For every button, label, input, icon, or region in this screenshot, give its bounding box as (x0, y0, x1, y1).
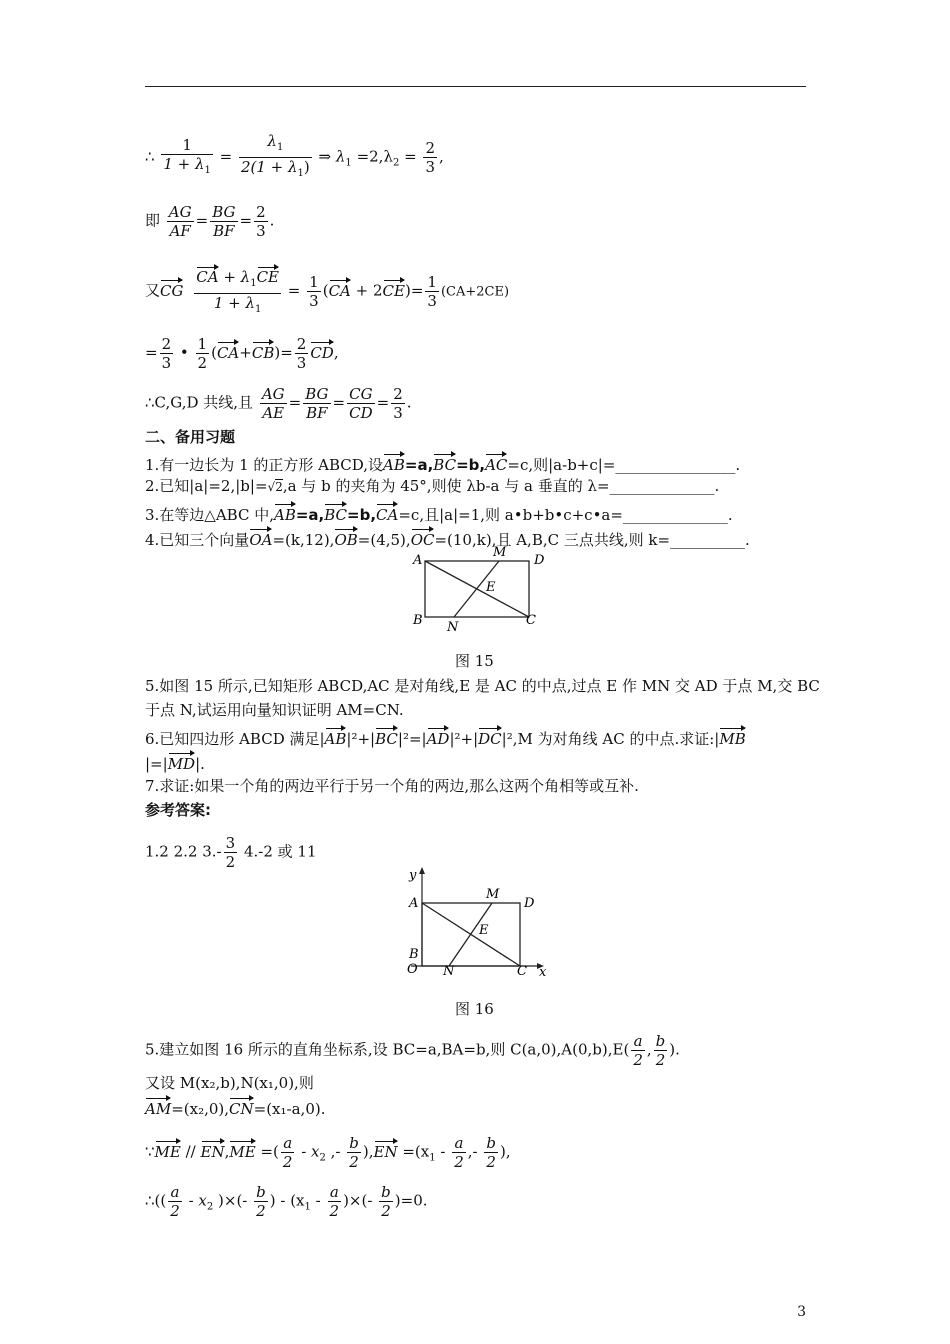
answers-heading: 参考答案: (145, 801, 211, 819)
fraction: $\frac{3}{2}$ (225, 834, 236, 871)
label-C: C (517, 964, 527, 979)
fraction: $\frac{1}{2}$ (197, 335, 208, 372)
question-3: 3.在等边△ABC 中,AB=a,BC=b,CA=c,且|a|=1,则 a•b+b•c+c•a=______________. (145, 501, 733, 525)
fraction: $\frac{2}{3}$ (296, 335, 307, 372)
fraction: $\frac{a}{2}$ (170, 1183, 180, 1220)
solution-line-4: ∵ME // EN,ME =( $\frac{a}{2}$ - $x_2$ ,- $\frac{b}{2}$ )$,EN =(x_1$ - $\frac{a}{2}$ ,- $\frac{b}{2}$ ), (145, 1134, 511, 1171)
vector-CG: CG (160, 277, 183, 301)
figure-15-rectangle (405, 545, 545, 635)
question-2: 2.已知|a|=2,|b|=√2,a 与 b 的夹角为 45°,则使 λb-a 与 a 垂直的 λ=______________. (145, 477, 720, 495)
label-E: E (486, 580, 496, 595)
fraction: $\frac{a}{2}$ (282, 1134, 293, 1171)
figure-15-caption: 图 15 (455, 652, 494, 670)
label-A: A (413, 553, 423, 568)
label-E: E (479, 923, 489, 938)
fraction: $\frac{AG}{AF}$ (168, 203, 192, 240)
label-y: y (409, 868, 417, 883)
equation-line-5: ∴C,G,D 共线,且 $\frac{AG}{AE}$ = $\frac{BG}{BF}$ = $\frac{CG}{CD}$ = $\frac{2}{3}$ . (145, 385, 412, 422)
label-M: M (493, 545, 507, 560)
section-heading: 二、备用习题 (145, 428, 236, 446)
solution-line-5: ∴(( $\frac{a}{2}$ - $x_2$ )×(- $\frac{b}{2}$ ) - ($x_1$ - $\frac{a}{2}$ )×(- $\frac{b}{2}$ )=0. (145, 1183, 428, 1220)
fraction: $\frac{CG}{CD}$ (349, 385, 373, 422)
label-N: N (447, 620, 459, 635)
fraction: $\frac{b}{2}$ (486, 1134, 496, 1171)
fraction: $\frac{1}{3}$ (427, 273, 437, 310)
label-B: B (413, 613, 423, 628)
fraction: $\frac{b}{2}$ (381, 1183, 391, 1220)
question-5-line-1: 5.如图 15 所示,已知矩形 ABCD,AC 是对角线,E 是 AC 的中点,过点 E 作 MN 交 AD 于点 M,交 BC (145, 677, 820, 695)
label-C: C (526, 613, 536, 628)
answers-line: 1.2 2.2 3.- $\frac{3}{2}$ 4.-2 或 11 (145, 834, 317, 871)
question-6-line-2: |=|MD|. (145, 750, 205, 774)
equation-line-4: = $\frac{2}{3}$ • $\frac{1}{2}$ (CA+CB)= $\frac{2}{3}$ CD, (145, 335, 339, 372)
equation-line-3: 又CG $\frac{CA + \lambda_1CE}{1 + \lambda_1}$ = $\frac{1}{3}$ (CA + 2CE)= $\frac{1}{3}$ (CA+2CE) (145, 264, 509, 319)
solution-line-3: AM=(x₂,0),CN=(x₁-a,0). (145, 1095, 325, 1119)
question-6-line-1: 6.已知四边形 ABCD 满足|AB|²+|BC|²=|AD|²+|DC|²,M 为对角线 AC 的中点.求证:|MB (145, 725, 746, 749)
label-O: O (407, 962, 418, 977)
question-7: 7.求证:如果一个角的两边平行于另一个角的两边,那么这两个角相等或互补. (145, 777, 639, 795)
fraction: $\frac{a}{2}$ (633, 1032, 643, 1069)
header-rule (145, 86, 806, 87)
fraction: $\frac{b}{2}$ (256, 1183, 266, 1220)
fraction: $\frac{AG}{AE}$ (261, 385, 285, 422)
fraction: $\frac{2}{3}$ (161, 335, 172, 372)
fraction: $\frac{CA + \lambda_1CE}{1 + \lambda_1}$ (194, 264, 281, 319)
label-x: x (539, 965, 547, 980)
equation-line-1: ∴ $\frac{1}{1 + \lambda_1}$ = $\frac{\lambda_1}{2(1 + \lambda_1)}$ ⇒ $\lambda_1 =2,\lambda_2$ = $\frac{2}{3}$ , (145, 132, 444, 183)
fraction: $\frac{b}{2}$ (349, 1134, 359, 1171)
fraction: $\frac{1}{1 + \lambda_1}$ (163, 135, 211, 176)
solution-line-2: 又设 M(x₂,b),N(x₁,0),则 (145, 1074, 314, 1092)
figure-16-caption: 图 16 (455, 1000, 494, 1018)
label-N: N (443, 964, 455, 979)
fraction: $\frac{b}{2}$ (655, 1032, 666, 1069)
equation-line-2: 即 $\frac{AG}{AF}$ = $\frac{BG}{BF}$ = $\frac{2}{3}$ . (145, 203, 275, 240)
question-5-line-2: 于点 N,试运用向量知识证明 AM=CN. (145, 701, 404, 719)
fraction: $\frac{2}{3}$ (425, 139, 435, 176)
fraction: $\frac{\lambda_1}{2(1 + \lambda_1)}$ (240, 132, 310, 179)
fraction: $\frac{2}{3}$ (393, 385, 403, 422)
fraction: $\frac{a}{2}$ (329, 1183, 340, 1220)
label-A: A (409, 896, 419, 911)
fraction: $\frac{BG}{BF}$ (212, 203, 236, 240)
page-number: 3 (797, 1304, 806, 1320)
fraction: $\frac{BG}{BF}$ (305, 385, 329, 422)
question-1: 1.有一边长为 1 的正方形 ABCD,设AB=a,BC=b,AC=c,则|a-b+c|=________________. (145, 451, 740, 475)
solution-line-1: 5.建立如图 16 所示的直角坐标系,设 BC=a,BA=b,则 C(a,0),A(0,b),E( $\frac{a}{2}$ , $\frac{b}{2}$ ). (145, 1032, 680, 1069)
fraction: $\frac{a}{2}$ (454, 1134, 464, 1171)
fraction: $\frac{1}{3}$ (309, 273, 319, 310)
label-D: D (524, 896, 535, 911)
label-D: D (534, 553, 545, 568)
label-B: B (409, 947, 419, 962)
label-M: M (486, 887, 500, 902)
fraction: $\frac{2}{3}$ (256, 203, 266, 240)
question-4: 4.已知三个向量OA=(k,12),OB=(4,5),OC=(10,k),且 A,B,C 三点共线,则 k=__________. (145, 526, 750, 550)
therefore-symbol: ∴ (145, 147, 155, 166)
figure-16-coordinate-diagram (395, 865, 555, 987)
